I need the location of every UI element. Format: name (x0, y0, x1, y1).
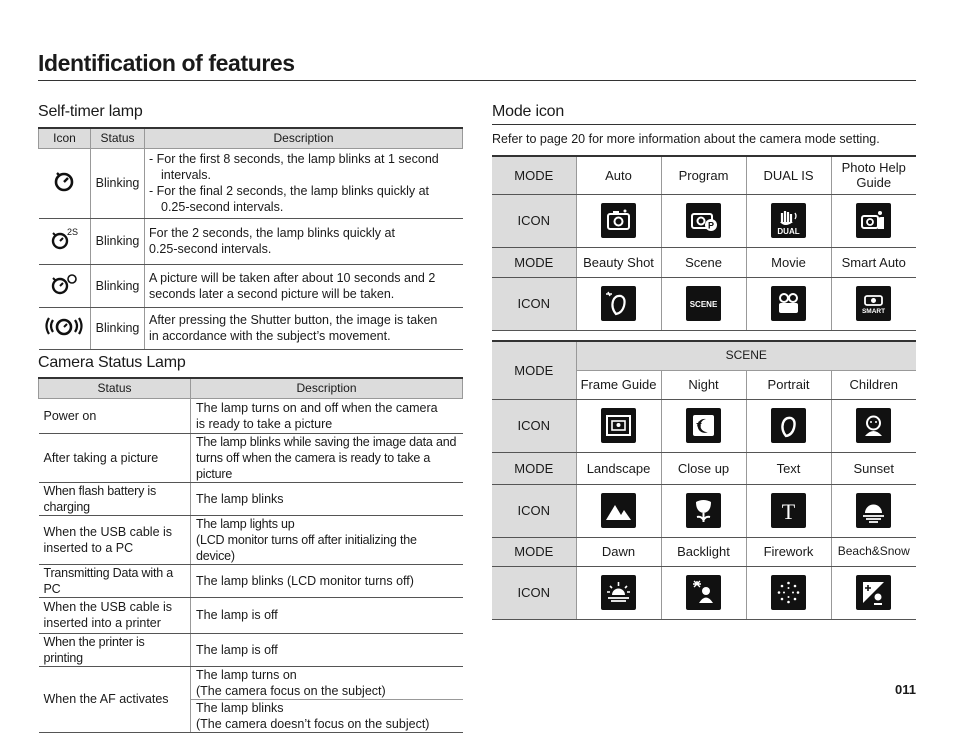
header-icon: Icon (39, 128, 91, 148)
self-timer-10s-icon (39, 148, 91, 218)
desc-line: seconds later a second picture will be taken. (149, 286, 395, 301)
backlight-icon (686, 575, 721, 610)
status-cell: Blinking (91, 307, 145, 349)
mode-name: Night (661, 370, 746, 399)
table-row (39, 148, 463, 218)
status-cell: Transmitting Data with a PC (39, 564, 191, 597)
icon-row (492, 399, 916, 452)
page-title: Identification of features (38, 50, 295, 76)
scene-mode-icon (686, 286, 721, 321)
status-cell: When the USB cable is inserted into a printer (39, 597, 191, 633)
table-row (39, 666, 463, 699)
mode-name: Close up (661, 452, 746, 484)
dawn-icon (601, 575, 636, 610)
icon-label: ICON (492, 484, 576, 537)
sunset-icon (856, 493, 891, 528)
mode-name: Landscape (576, 452, 661, 484)
table-row (39, 433, 463, 482)
auto-mode-icon (601, 203, 636, 238)
header-status: Status (39, 378, 191, 398)
icon-row (492, 277, 916, 330)
refer-note: Refer to page 20 for more information about the camera mode setting. (492, 132, 880, 146)
mode-name: Text (746, 452, 831, 484)
mode-name: Children (831, 370, 916, 399)
mode-name: Frame Guide (576, 370, 661, 399)
section-rule (492, 124, 916, 125)
icon-row (492, 194, 916, 247)
smart-auto-icon (856, 286, 891, 321)
mode-label: MODE (492, 537, 576, 566)
table-row (39, 597, 463, 633)
self-timer-2s-icon (39, 218, 91, 264)
page-number: 011 (895, 682, 916, 697)
description-cell: The lamp turns on (The camera focus on the subject) (191, 666, 463, 699)
svg-text:2S: 2S (67, 227, 79, 237)
status-cell: When the AF activates (39, 666, 191, 732)
mode-row (492, 452, 916, 484)
double-timer-icon (39, 264, 91, 307)
beauty-shot-icon (601, 286, 636, 321)
table-row (39, 307, 463, 349)
svg-text:T: T (781, 499, 796, 524)
desc-line: intervals. (161, 168, 212, 182)
mode-name: Beach&Snow (831, 537, 916, 566)
title-rule (38, 80, 916, 81)
beach-snow-icon (856, 575, 891, 610)
icon-label: ICON (492, 399, 576, 452)
status-cell: When the USB cable is inserted to a PC (39, 515, 191, 564)
svg-text:SMART: SMART (862, 308, 886, 315)
desc-line: in accordance with the subject’s movement. (149, 329, 391, 343)
mode-name: Beauty Shot (576, 247, 661, 277)
close-up-icon (686, 493, 721, 528)
table-row (39, 515, 463, 564)
movie-mode-icon (771, 286, 806, 321)
table-row (39, 564, 463, 597)
description-cell (145, 218, 463, 264)
scene-label: SCENE (576, 341, 916, 370)
icon-label: ICON (492, 566, 576, 619)
landscape-icon (601, 493, 636, 528)
status-cell: After taking a picture (39, 433, 191, 482)
mode-name: Program (661, 156, 746, 194)
description-cell: The lamp lights up (LCD monitor turns off after initializing the device) (191, 515, 463, 564)
description-cell: The lamp blinks while saving the image data and turns off when the camera is ready to take a picture (191, 433, 463, 482)
desc-line: - For the first 8 seconds, the lamp blinks at 1 second (149, 152, 439, 166)
status-cell: Blinking (91, 148, 145, 218)
icon-row (492, 484, 916, 537)
mode-label: MODE (492, 247, 576, 277)
header-description: Description (191, 378, 463, 398)
table-row (39, 482, 463, 515)
icon-row (492, 566, 916, 619)
camera-status-title: Camera Status Lamp (38, 354, 186, 371)
children-icon (856, 408, 891, 443)
description-cell (145, 307, 463, 349)
photo-help-guide-icon (856, 203, 891, 238)
mode-name: Movie (746, 247, 831, 277)
table-header-row (39, 128, 463, 148)
night-icon (686, 408, 721, 443)
icon-label: ICON (492, 194, 576, 247)
mode-label: MODE (492, 341, 576, 399)
svg-text:DUAL: DUAL (777, 227, 800, 236)
description-cell (145, 264, 463, 307)
status-cell: When the printer is printing (39, 633, 191, 666)
mode-name: Scene (661, 247, 746, 277)
mode-label: MODE (492, 452, 576, 484)
icon-label: ICON (492, 277, 576, 330)
mode-name: Backlight (661, 537, 746, 566)
desc-line: After pressing the Shutter button, the image is taken (149, 313, 438, 327)
desc-line: A picture will be taken after about 10 seconds and 2 (149, 270, 436, 285)
portrait-icon (771, 408, 806, 443)
description-cell (145, 148, 463, 218)
motion-timer-icon (39, 307, 91, 349)
mode-table-1 (492, 155, 916, 331)
mode-name: Smart Auto (831, 247, 916, 277)
mode-name: Firework (746, 537, 831, 566)
mode-icon-title: Mode icon (492, 103, 565, 120)
description-cell: The lamp blinks (LCD monitor turns off) (191, 564, 463, 597)
description-cell: The lamp blinks (The camera doesn’t focus on the subject) (191, 699, 463, 732)
table-row (39, 264, 463, 307)
scene-header-row (492, 341, 916, 370)
mode-label: MODE (492, 156, 576, 194)
dual-is-icon (771, 203, 806, 238)
mode-row (492, 156, 916, 194)
frame-guide-icon (601, 408, 636, 443)
table-row (39, 633, 463, 666)
camera-status-table (38, 377, 463, 733)
desc-line: 0.25-second intervals. (161, 200, 284, 214)
status-cell: Blinking (91, 218, 145, 264)
self-timer-table (38, 127, 463, 350)
table-row (39, 218, 463, 264)
description-cell: The lamp is off (191, 633, 463, 666)
self-timer-title: Self-timer lamp (38, 103, 143, 120)
desc-line: For the 2 seconds, the lamp blinks quickly at (149, 226, 395, 240)
firework-icon (771, 575, 806, 610)
mode-name: Dawn (576, 537, 661, 566)
mode-name: DUAL IS (746, 156, 831, 194)
desc-line: - For the final 2 seconds, the lamp blinks quickly at (149, 184, 429, 198)
mode-table-2 (492, 340, 916, 620)
desc-line: 0.25-second intervals. (149, 242, 272, 256)
mode-name: Photo Help Guide (831, 156, 916, 194)
text-icon (771, 493, 806, 528)
description-cell: The lamp is off (191, 597, 463, 633)
status-cell: Blinking (91, 264, 145, 307)
svg-text:SCENE: SCENE (689, 300, 718, 309)
mode-name: Auto (576, 156, 661, 194)
header-status: Status (91, 128, 145, 148)
table-header-row (39, 378, 463, 398)
table-row (39, 398, 463, 433)
mode-row (492, 247, 916, 277)
status-cell: Power on (39, 398, 191, 433)
status-cell: When flash battery is charging (39, 482, 191, 515)
mode-name: Portrait (746, 370, 831, 399)
mode-name: Sunset (831, 452, 916, 484)
header-description: Description (145, 128, 463, 148)
svg-text:P: P (707, 220, 715, 231)
program-mode-icon (686, 203, 721, 238)
description-cell: The lamp turns on and off when the camera is ready to take a picture (191, 398, 463, 433)
mode-row (492, 537, 916, 566)
description-cell: The lamp blinks (191, 482, 463, 515)
